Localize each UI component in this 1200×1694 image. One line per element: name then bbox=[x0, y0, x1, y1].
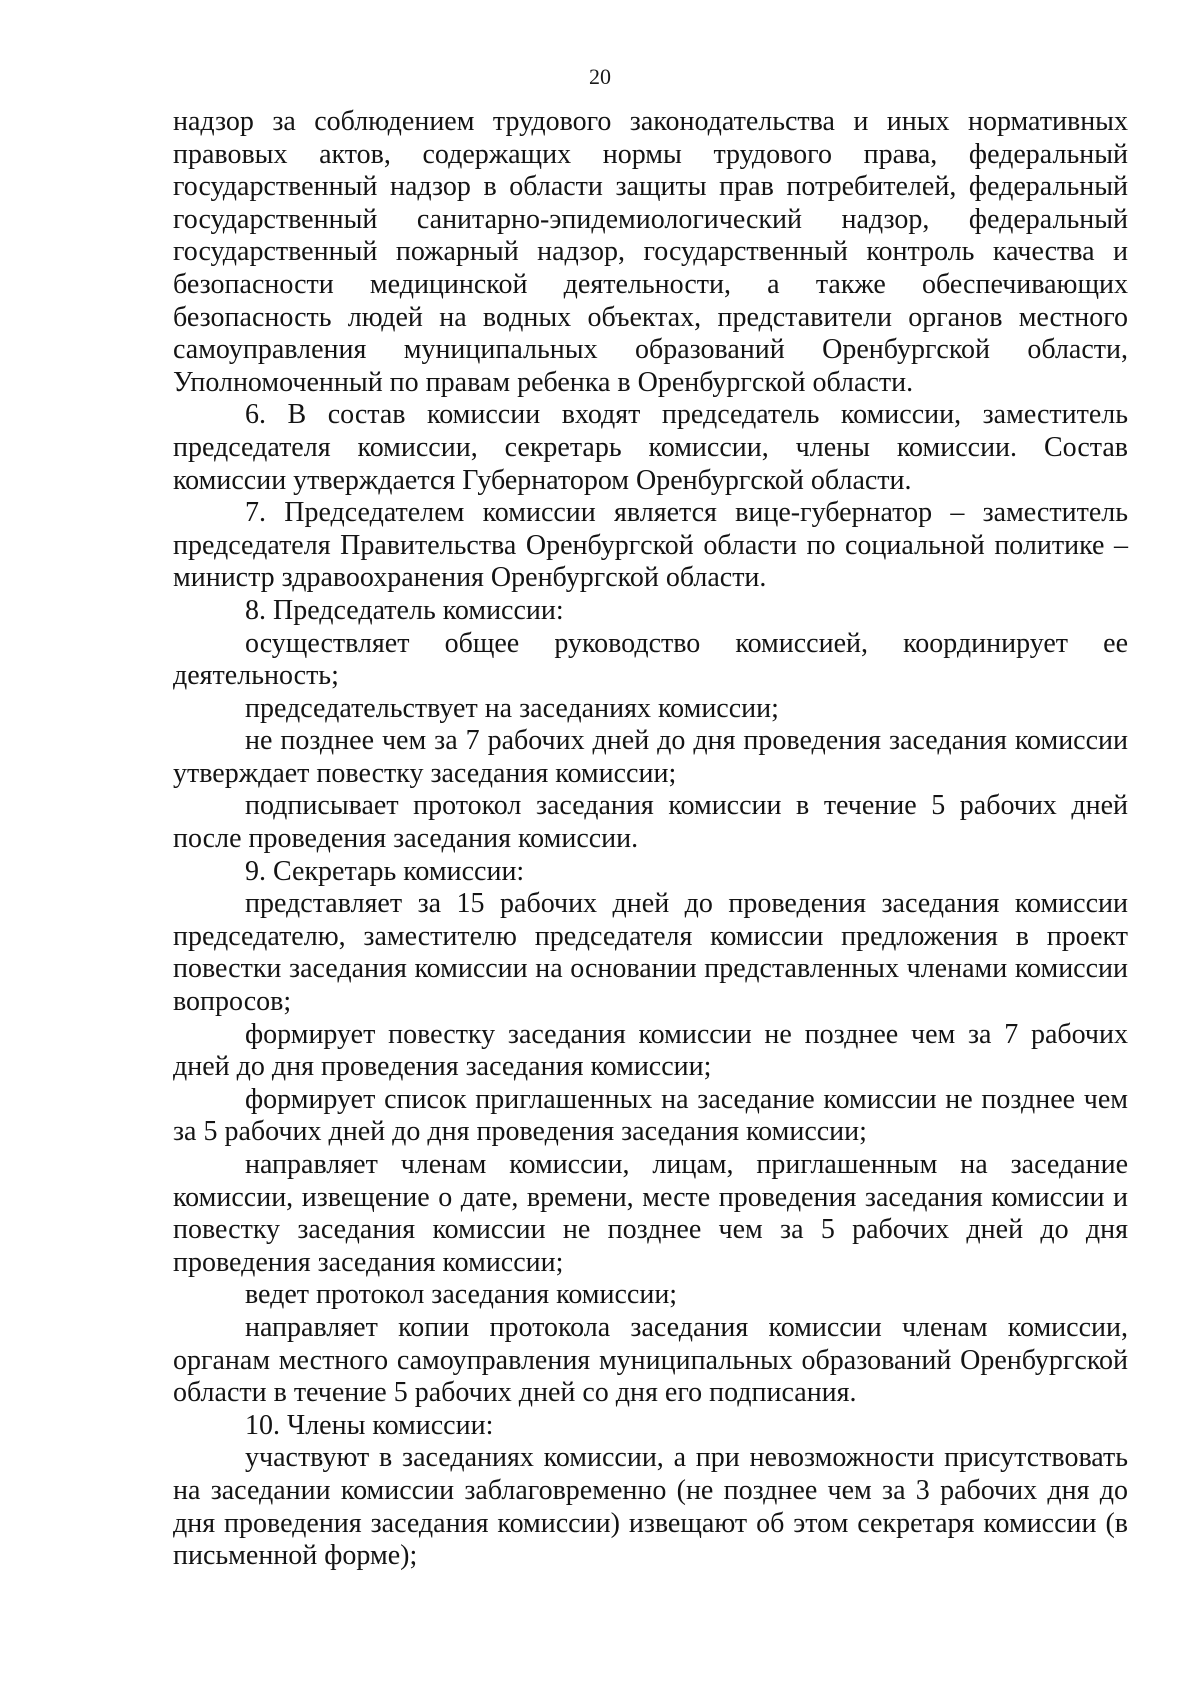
paragraph: направляет членам комиссии, лицам, приглашенным на заседание комиссии, извещение о дате, времени, месте проведения заседания комиссии и повестку заседания комиссии не позднее чем за 5 рабочих дней до дня проведения заседания комиссии; bbox=[173, 1149, 1128, 1278]
section-heading: 8. Председатель комиссии: bbox=[245, 594, 564, 626]
paragraph: формирует повестку заседания комиссии не позднее чем за 7 рабочих дней до дня проведения заседания комиссии; bbox=[173, 1018, 1128, 1083]
paragraph: ведет протокол заседания комиссии; bbox=[245, 1279, 678, 1311]
paragraph: 6. В состав комиссии входят председатель комиссии, заместитель председателя комиссии, секретарь комиссии, члены комиссии. Состав комиссии утверждается Губернатором Оренбургской области. bbox=[173, 399, 1128, 496]
page-number: 20 bbox=[589, 64, 611, 89]
paragraph: формирует список приглашенных на заседание комиссии не позднее чем за 5 рабочих дней до дня проведения заседания комиссии; bbox=[173, 1083, 1128, 1148]
paragraph: подписывает протокол заседания комиссии в течение 5 рабочих дней после проведения заседания комиссии. bbox=[173, 790, 1128, 855]
section-heading: 10. Члены комиссии: bbox=[245, 1409, 494, 1441]
paragraph: не позднее чем за 7 рабочих дней до дня проведения заседания комиссии утверждает повестку заседания комиссии; bbox=[173, 725, 1128, 789]
paragraph: надзор за соблюдением трудового законодательства и иных нормативных правовых актов, содержащих нормы трудового права, федеральный государственный надзор в области защиты прав потребителей, федеральный государственный санитарно-эпидемиологический надзор, федеральный государственный пожарный надзор, государственный контроль качества и безопасности медицинской деятельности, а также обеспечивающих безопасность людей на водных объектах, представители органов местного самоуправления муниципальных образований Оренбургской области, Уполномоченный по правам ребенка в Оренбургской области. bbox=[173, 106, 1128, 398]
paragraph: председательствует на заседаниях комиссии; bbox=[245, 692, 779, 724]
document-body bbox=[173, 106, 1128, 1573]
section-heading: 9. Секретарь комиссии: bbox=[245, 855, 525, 887]
paragraph: 7. Председателем комиссии является вице-губернатор – заместитель председателя Правительства Оренбургской области по социальной политике – министр здравоохранения Оренбургской области. bbox=[173, 497, 1128, 594]
paragraph: участвуют в заседаниях комиссии, а при невозможности присутствовать на заседании комиссии заблаговременно (не позднее чем за 3 рабочих дня до дня проведения заседания комиссии) извещают об этом секретаря комиссии (в письменной форме); bbox=[173, 1442, 1128, 1572]
paragraph: осуществляет общее руководство комиссией, координирует ее деятельность; bbox=[173, 627, 1128, 692]
paragraph: представляет за 15 рабочих дней до проведения заседания комиссии председателю, заместителю председателя комиссии предложения в проект повестки заседания комиссии на основании представленных членами комиссии вопросов; bbox=[173, 888, 1128, 1018]
paragraph: направляет копии протокола заседания комиссии членам комиссии, органам местного самоуправления муниципальных образований Оренбургской области в течение 5 рабочих дней со дня его подписания. bbox=[173, 1311, 1128, 1409]
